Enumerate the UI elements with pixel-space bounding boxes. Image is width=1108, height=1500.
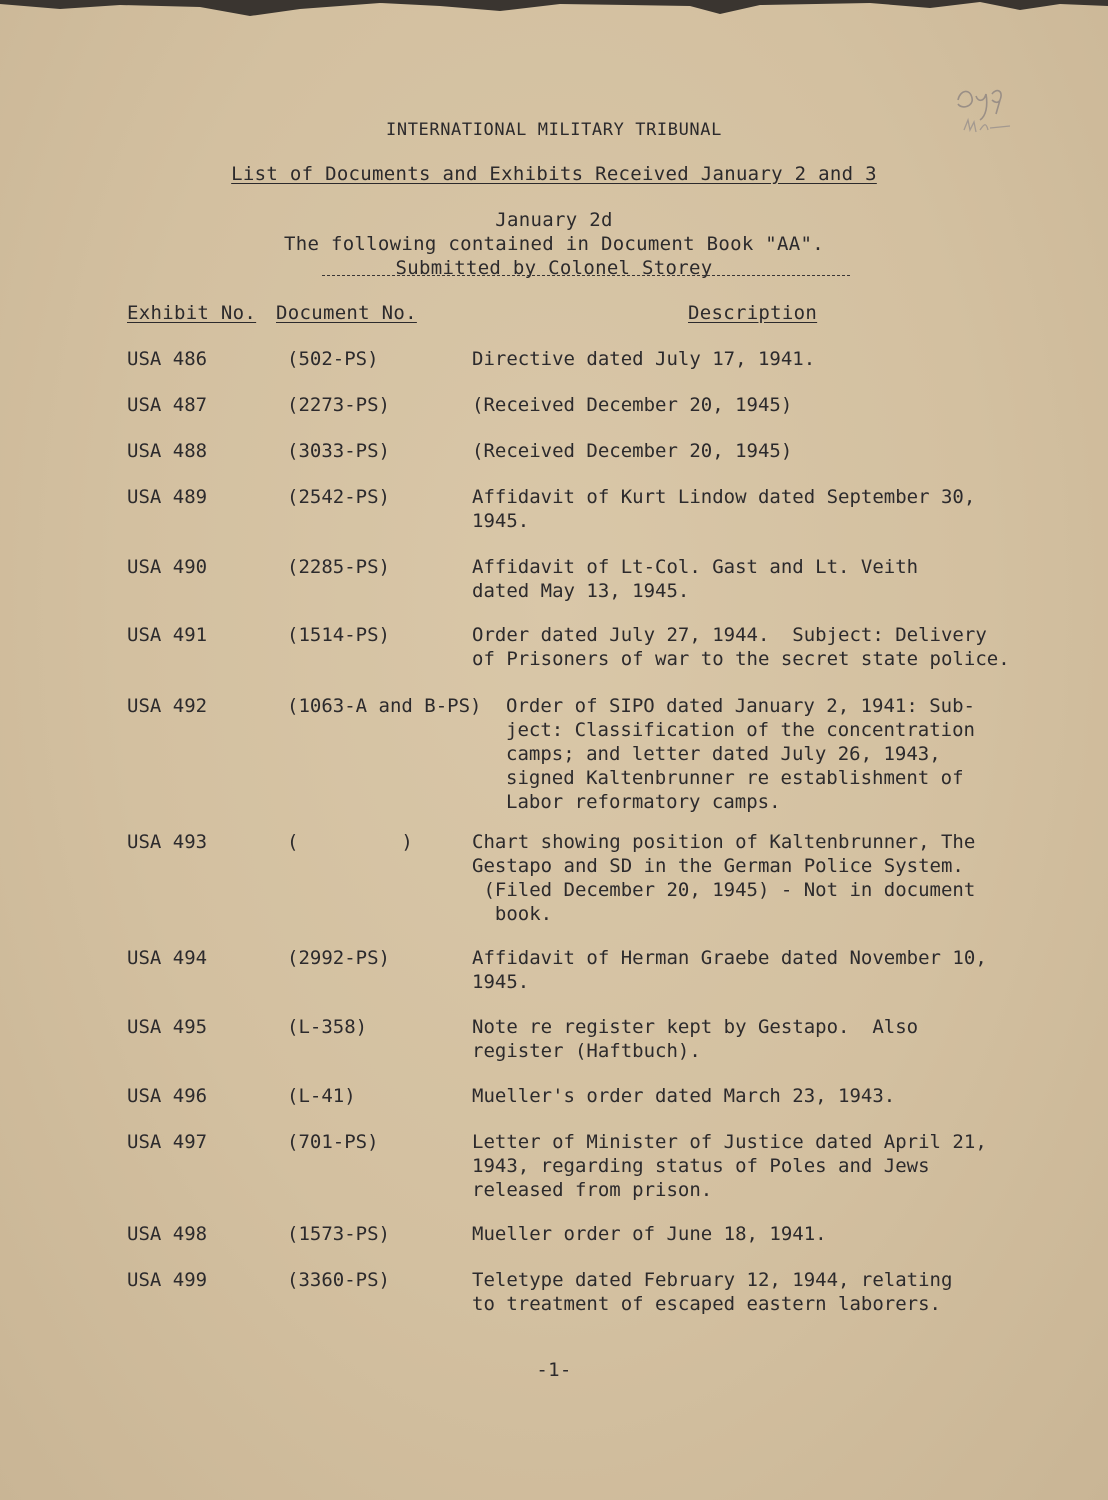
document-book-line: The following contained in Document Book "AA".	[284, 233, 824, 255]
exhibit-number: USA 491	[127, 624, 208, 646]
torn-top-edge	[0, 0, 1108, 22]
description-line: Order dated July 27, 1944. Subject: Delivery	[472, 624, 987, 646]
description-line: ject: Classification of the concentration	[506, 719, 975, 741]
tribunal-heading: INTERNATIONAL MILITARY TRIBUNAL	[386, 120, 722, 140]
description-line: signed Kaltenbrunner re establishment of	[506, 767, 964, 789]
description-line: Teletype dated February 12, 1944, relating	[472, 1269, 953, 1291]
description-line: (Filed December 20, 1945) - Not in document	[472, 879, 976, 901]
exhibit-number: USA 499	[127, 1269, 208, 1291]
document-number: (2273-PS)	[287, 394, 390, 416]
description-line: dated May 13, 1945.	[472, 580, 690, 602]
description-line: to treatment of escaped eastern laborers.	[472, 1293, 941, 1315]
column-header-exhibit: Exhibit No.	[127, 302, 257, 324]
document-number: ( )	[287, 831, 413, 853]
document-number: (1514-PS)	[287, 624, 390, 646]
document-number: (2285-PS)	[287, 556, 390, 578]
document-number: (2542-PS)	[287, 486, 390, 508]
exhibit-number: USA 490	[127, 556, 208, 578]
exhibit-number: USA 497	[127, 1131, 208, 1153]
description-line: Affidavit of Herman Graebe dated November 10,	[472, 947, 987, 969]
description-line: 1943, regarding status of Poles and Jews	[472, 1155, 930, 1177]
description-line: 1945.	[472, 510, 530, 532]
submitted-by-line: Submitted by Colonel Storey	[395, 257, 713, 279]
description-line: Affidavit of Lt-Col. Gast and Lt. Veith	[472, 556, 919, 578]
submitted-divider	[322, 275, 850, 277]
exhibit-number: USA 496	[127, 1085, 208, 1107]
list-title: List of Documents and Exhibits Received January 2 and 3	[231, 163, 877, 185]
document-number: (1573-PS)	[287, 1223, 390, 1245]
document-number: (502-PS)	[287, 348, 379, 370]
description-line: Chart showing position of Kaltenbrunner, The	[472, 831, 976, 853]
document-number: (3360-PS)	[287, 1269, 390, 1291]
exhibit-number: USA 487	[127, 394, 208, 416]
column-header-description: Description	[688, 302, 818, 324]
description-line: released from prison.	[472, 1179, 713, 1201]
document-number: (2992-PS)	[287, 947, 390, 969]
description-line: Directive dated July 17, 1941.	[472, 348, 816, 370]
description-line: Note re register kept by Gestapo. Also	[472, 1016, 919, 1038]
description-line: Order of SIPO dated January 2, 1941: Sub-	[506, 695, 975, 717]
description-line: 1945.	[472, 971, 530, 993]
description-line: Letter of Minister of Justice dated April 21,	[472, 1131, 987, 1153]
description-line: camps; and letter dated July 26, 1943,	[506, 743, 941, 765]
description-line: Gestapo and SD in the German Police System.	[472, 855, 964, 877]
exhibit-number: USA 494	[127, 947, 208, 969]
description-line: Mueller order of June 18, 1941.	[472, 1223, 827, 1245]
exhibit-number: USA 488	[127, 440, 208, 462]
exhibit-number: USA 489	[127, 486, 208, 508]
exhibit-number: USA 492	[127, 695, 208, 717]
description-line: (Received December 20, 1945)	[472, 440, 793, 462]
exhibit-number: USA 493	[127, 831, 208, 853]
description-line: register (Haftbuch).	[472, 1040, 701, 1062]
document-number: (1063-A and B-PS)	[287, 695, 482, 717]
date-heading: January 2d	[495, 209, 613, 231]
description-line: Mueller's order dated March 23, 1943.	[472, 1085, 896, 1107]
page-number: -1-	[536, 1359, 572, 1381]
description-line: (Received December 20, 1945)	[472, 394, 793, 416]
column-header-document: Document No.	[276, 302, 417, 324]
exhibit-number: USA 498	[127, 1223, 208, 1245]
description-line: of Prisoners of war to the secret state police.	[472, 648, 1010, 670]
document-number: (3033-PS)	[287, 440, 390, 462]
document-number: (701-PS)	[287, 1131, 379, 1153]
description-line: Affidavit of Kurt Lindow dated September 30,	[472, 486, 976, 508]
description-line: Labor reformatory camps.	[506, 791, 781, 813]
exhibit-number: USA 486	[127, 348, 208, 370]
document-number: (L-41)	[287, 1085, 356, 1107]
document-number: (L-358)	[287, 1016, 368, 1038]
description-line: book.	[472, 903, 553, 925]
exhibit-number: USA 495	[127, 1016, 208, 1038]
